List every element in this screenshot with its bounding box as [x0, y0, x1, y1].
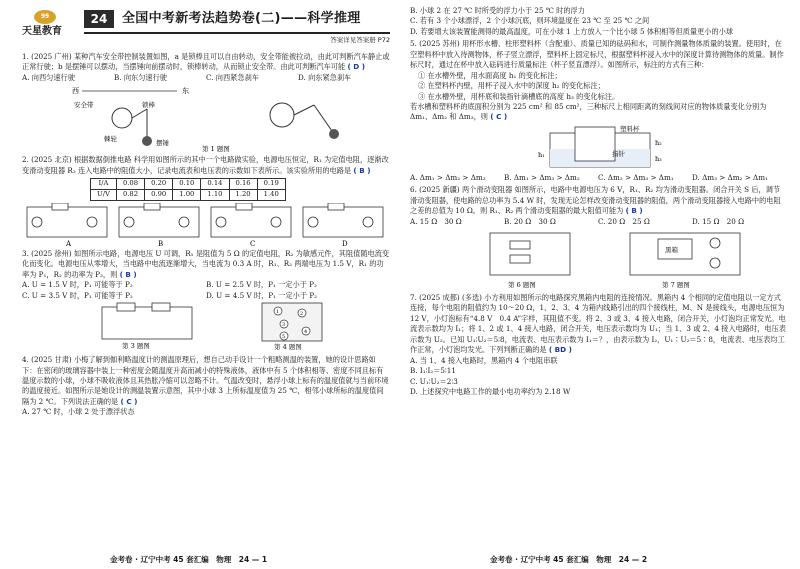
- left-footer: 金考卷 · 辽宁中考 45 套汇编 物理 24 — 1: [110, 555, 268, 565]
- table-cell: 0.19: [257, 179, 285, 190]
- title-rule: [84, 32, 390, 34]
- fig1-pendulum-bob: [142, 136, 152, 146]
- fig1b-lock-bar: [294, 105, 314, 115]
- q3-stem: 3. (2025 徐州) 如图所示电路，电源电压 U 可调，R₁ 是阻值为 5 Ω 的定值电阻，R₂ 为敏感元件，其阻值随电流变化而变化。电源电压从零增大，当电路中电流逐渐增大，当电流为 0.3 A 时，R₁、R₂ 两端电压为 1.5 V，R₁ 的功率为 P₁，R₂ 的功率为 P₂，则: [22, 248, 390, 279]
- q6-options: [410, 217, 786, 227]
- q2-data-table: [90, 178, 286, 201]
- fig4-thermometer: [262, 303, 322, 351]
- table-cell: 0.10: [173, 179, 201, 190]
- right-footer: 金考卷 · 辽宁中考 45 套汇编 物理 24 — 2: [490, 555, 648, 565]
- q5-option-b: B. Δm₁ > Δm₃ > Δm₂: [504, 172, 580, 182]
- fig4-caption: 第 4 题图: [274, 343, 302, 352]
- q5-stem-2: 若水槽和塑料杯的底面积分别为 225 cm² 和 85 cm²，三种标尺上相同距离的刻线间对应的物体质量变化分别为 Δm₁、Δm₂ 和 Δm₃，则: [410, 101, 767, 122]
- q7-answer: ( BD ): [548, 345, 572, 355]
- q6-q7-figures: [410, 227, 786, 291]
- q1-option-b: B. 向东匀速行驶: [114, 72, 167, 82]
- question-1: [22, 52, 390, 153]
- table-cell: 0.16: [229, 179, 257, 190]
- q3-answer: ( B ): [119, 269, 137, 279]
- q3-q4-figures: [22, 301, 390, 353]
- fig5-pointer-label: 指针: [612, 149, 625, 158]
- q5-option-c: C. Δm₂ > Δm₃ > Δm₁: [598, 172, 674, 182]
- paper-number: 24: [84, 10, 114, 28]
- table-cell: 1.00: [173, 190, 201, 201]
- q2-option-a: A: [66, 239, 72, 247]
- fig6-caption: 第 6 题图: [508, 281, 536, 289]
- q4-answer: ( C ): [120, 396, 138, 406]
- table-cell: 0.20: [145, 179, 173, 190]
- q3-options: [22, 280, 390, 301]
- fig5-h3-label: h₃: [655, 154, 662, 163]
- q5-method-3: ③ 在水槽外壁，用杯底和装指针滴槽底的高度 h₃ 的变化标注。: [418, 91, 620, 101]
- fig1-lock-label: 锁棒: [142, 101, 155, 110]
- fig6-circuit: [490, 233, 570, 289]
- q2-circuit-d: [303, 203, 383, 247]
- q6-option-a: A. 15 Ω 30 Ω: [410, 216, 462, 226]
- q4-option-c: C. 若有 3 个小球漂浮，2 个小球沉底，则环境温度在 23 ℃ 至 25 ℃ 之间: [410, 16, 650, 26]
- q2-circuit-figures: [22, 203, 390, 247]
- table-cell: I/A: [91, 179, 117, 190]
- q1-option-a: A. 向西匀速行驶: [22, 72, 75, 82]
- q3-option-b: B. U = 2.5 V 时，P₁ 一定小于 P₂: [206, 280, 317, 290]
- ball-label: 5: [282, 334, 286, 341]
- question-4-continued: [410, 6, 786, 37]
- fig1-caption: 第 1 题图: [202, 145, 230, 154]
- q3-option-c: C. U = 3.5 V 时，P₁ 可能等于 P₂: [22, 290, 133, 300]
- page-title: 全国中考新考法趋势卷(二)——科学推理: [122, 11, 361, 26]
- q4-option-b: B. 小球 2 在 27 ℃ 时所受的浮力小于 25 ℃ 时的浮力: [410, 6, 585, 15]
- fig7-box-label: 黑箱: [665, 246, 678, 254]
- q4-option-a: A. 27 ℃ 时，小球 2 处于漂浮状态: [22, 407, 135, 417]
- table-cell: 0.82: [116, 190, 144, 201]
- q5-method-1: ① 在水槽外壁，用水面高度 h₁ 的变化标注；: [418, 70, 562, 80]
- table-cell: 1.40: [257, 190, 285, 201]
- q5-answer: ( C ): [490, 112, 508, 122]
- fig3-caption: 第 3 题图: [122, 342, 150, 351]
- q5-options: [410, 173, 786, 183]
- q2-circuit-c: [211, 203, 291, 247]
- question-5: [410, 39, 786, 183]
- q6-stem: 6. (2025 新疆) 两个滑动变阻器 如图所示，电路中电源电压为 6 V，R₁、R₂ 均为滑动变阻器。闭合开关 S 后，调节滑动变阻器，使电路的总功率为 5.4 W 时，发现无论怎样改变滑动变阻器的阻值，两个滑动变阻器接入电路中的电阻之差的总值为 10 Ω。则 R₁、R₂ 两个滑动变阻器的最大阻值可能为: [410, 185, 781, 216]
- q1-options: [22, 73, 390, 83]
- q2-stem: 2. (2025 北京) 根据数据倒推电路 科学用如图所示的其中一个电路做实验，电源电压恒定，R₁ 为定值电阻，逐渐改变滑动变阻器 R₂ 连入电路中的阻值大小，记录电流表和电压表的示数如下表所示。该实验所用的电路是: [22, 155, 389, 175]
- q5-figure: [410, 123, 786, 173]
- question-4: [22, 355, 390, 418]
- fig1-wheel-label: 棘轮: [104, 135, 117, 144]
- page-header: [22, 8, 390, 52]
- q6-option-c: C. 20 Ω 25 Ω: [598, 216, 650, 226]
- fig1-lock-bar: [132, 109, 147, 118]
- q7-option-b: B. I₁∶I₂＝5∶11: [410, 366, 456, 376]
- question-3: [22, 249, 390, 353]
- table-cell: 0.08: [116, 179, 144, 190]
- ball-label: 3: [282, 322, 286, 329]
- q5-option-d: D. Δm₃ > Δm₂ > Δm₁: [692, 172, 768, 182]
- ball-label: 1: [276, 309, 280, 316]
- fig1-belt-label: 安全带: [74, 101, 94, 110]
- q2-option-d: D: [342, 239, 348, 247]
- logo-emblem-icon: 99: [34, 10, 56, 24]
- fig7-circuit: [630, 233, 740, 289]
- q4-option-d: D. 若要增大该装置能测得的最高温度，可在小球 1 上方放入一个比小球 5 体积相等但质量更小的小球: [410, 26, 734, 36]
- q2-option-c: C: [250, 239, 256, 247]
- q1-option-c: C. 向西紧急刹车: [206, 72, 259, 82]
- answer-reference: 答案详见答案册 P72: [330, 36, 390, 44]
- table-cell: 0.14: [201, 179, 229, 190]
- q1-answer: ( D ): [347, 62, 365, 72]
- q5-method-2: ② 在塑料杯内壁，用杯子浸入水中的深度 h₂ 的变化标注；: [418, 81, 605, 91]
- fig1-east-label: 东: [182, 87, 189, 96]
- q6-answer: ( B ): [625, 206, 643, 216]
- table-row: [91, 179, 286, 190]
- q5-stem: 5. (2025 苏州) 用杯形水槽、柱形塑料杯（含配重）、质量已知的砝码和水，可制作测量物体质量的装置。使用时，在空塑料杯中放入待测物体，杯子竖立漂浮，塑料杯上固定标尺，根据塑料杯浸入水中的深度计算待测物体的质量。制作标尺时，通过在杯中放入砝码进行质量标注（杯子竖直漂浮）。如图所示，标注的方式有三种：: [410, 39, 784, 70]
- table-cell: 0.90: [145, 190, 173, 201]
- q2-circuit-b: [119, 203, 199, 247]
- q7-stem: 7. (2025 成都) (多选) 小方利用如图所示的电路探究黑箱内电阻的连接情况。黑箱内 4 个相同的定值电阻以一定方式连接，每个电阻的阻值约为 10～20 Ω，1、2、3、4 为箱内线路引出的四个接线柱，M、N 是接线头，电源电压恒为 12 V，小灯泡标有“4.8 V 0.4 A”字样，其阻值不变。将 2、3 或 3、4 接入电路，闭合开关，小灯泡均正常发光。电流表示数均为 I₁；将 1、2 或 1、4 接入电路，闭合开关，电压表示数均为 U₁；当 1、3 或 2、4 接入电路时，电压表示数为 U₂。已知 U₁∶U₂＝5∶8，电流表、电压表示数为 I₁＝？，由表示数为 I₂，U₁∶U₂＝5∶8，电流表、电压表均工作正常，小灯泡均发光。下列判断正确的是: [410, 293, 786, 355]
- q3-option-d: D. U = 4.5 V 时，P₁ 一定小于 P₂: [206, 290, 318, 300]
- question-6: [410, 185, 786, 291]
- logo-text: 天星教育: [22, 26, 62, 37]
- fig5-h2-label: h₂: [655, 138, 662, 147]
- fig1b-pendulum-bob: [329, 129, 339, 139]
- fig1-wheel-shape: [112, 108, 132, 128]
- q7-option-c: C. U₁∶U₂＝2∶3: [410, 376, 458, 386]
- ball-label: 2: [300, 311, 304, 318]
- fig1b-wheel-shape: [270, 103, 294, 127]
- q6-option-b: B. 20 Ω 30 Ω: [504, 216, 556, 226]
- q2-answer: ( B ): [353, 165, 371, 175]
- table-cell: 1.20: [229, 190, 257, 201]
- fig1-pendulum-label: 摆锤: [156, 139, 169, 148]
- fig3-circuit: [102, 303, 192, 350]
- fig5-cup-label: 塑料杯: [620, 124, 640, 133]
- q1-option-d: D. 向东紧急刹车: [298, 72, 352, 82]
- q7-option-a: A. 当 1、4 接入电路时，黑箱内 4 个电阻串联: [410, 355, 558, 365]
- q7-option-d: D. 上述探究中电路工作的最小电功率约为 2.18 W: [410, 386, 571, 396]
- q4-stem: 4. (2025 甘肃) 小梅了解到伽利略温度计的测温原理后，想自己动手设计一个粗略测温的装置，她的设计思路如下：在密闭的玻璃容器中装上一种密度会随温度升高而减小的特殊液体，液体中有 5 个体积相等、密度不同且标有温度示数的小球，小球不吸收液体且其热胀冷缩可以忽略不计。气温改变时，悬浮小球上标有的温度值就与当前环境的温度接近。如图所示是她设计的测温装置示意图，其中小球 3 上所标温度值为 25 ℃，相邻小球所标的温度值间隔为 2 ℃。下列说法正确的是: [22, 355, 389, 406]
- q2-option-b: B: [158, 239, 164, 247]
- q1-figure: [32, 83, 392, 153]
- fig1-west-label: 西: [72, 87, 79, 96]
- question-7: [410, 293, 786, 397]
- q5-option-a: A. Δm₁ > Δm₂ > Δm₃: [410, 172, 486, 182]
- q1-stem: 1. (2025 广州) 某种汽车安全带控制装置如图，a 是锁棒且可以自由转动，安全带能被拉动，由此可判断汽车静止或正常行驶；b 是摆锤可以摆动，当摆锤向前摆动时，锁棒转动，从而锁止安全带。由此可判断汽车可能: [22, 52, 390, 72]
- q2-circuit-a: [27, 203, 107, 247]
- fig1b-pendulum-rod: [314, 105, 332, 131]
- fig5-cup: [575, 127, 615, 161]
- table-row: [91, 190, 286, 201]
- q6-option-d: D. 15 Ω 20 Ω: [692, 216, 745, 226]
- right-page: [400, 0, 800, 569]
- question-2: [22, 155, 390, 247]
- q3-option-a: A. U = 1.5 V 时，P₁ 可能等于 P₂: [22, 280, 133, 290]
- brand-logo: [22, 10, 76, 46]
- ball-label: 4: [304, 329, 308, 336]
- table-cell: 1.10: [201, 190, 229, 201]
- fig7-caption: 第 7 题图: [662, 281, 690, 289]
- fig5-h1-label: h₁: [538, 150, 545, 159]
- table-cell: U/V: [91, 190, 117, 201]
